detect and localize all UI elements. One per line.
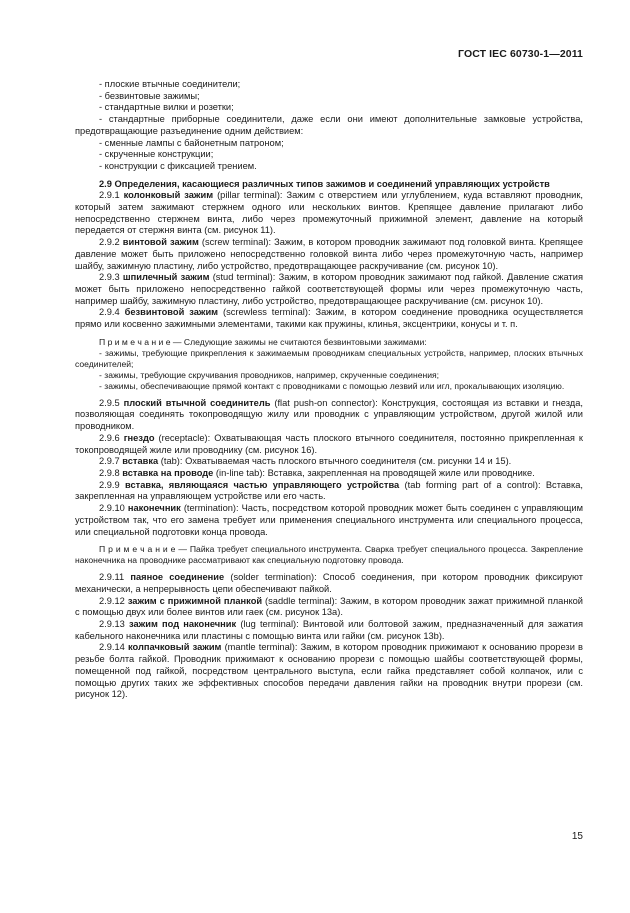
document-body xyxy=(75,79,583,701)
item-text: (screw terminal): Зажим, в котором проводник зажимают под головкой винта. Крепящее давление может быть приложено непосредственно головкой винта либо через промежуточную часть, например шайбу, зажимную пластину, либо устройство, предотвращающее раскручивание (см. рисунок 10). xyxy=(75,237,584,271)
item-text: (stud terminal): Зажим, в котором проводник зажимают под гайкой. Давление сжатия может быть приложено непосредственно гайкой соответствующей формы или через промежуточную часть, например шайбу, зажимную пластину, либо устройство, предотвращающее раскручивание (см. рисунок 10). xyxy=(75,272,583,306)
item-text: (solder termination): Способ соединения, при котором проводник фиксируют механически, а непрерывность цепи обеспечивают пайкой. xyxy=(75,572,583,594)
item-term: гнездо xyxy=(123,432,155,443)
item-text: (receptacle): Охватывающая часть плоского втычного соединителя, постоянно прикрепленная к токопроводящей жиле или проводнику (см. рисунок 16). xyxy=(75,432,583,455)
page-number: 15 xyxy=(571,831,583,842)
item-term: паяное соединение xyxy=(130,572,225,583)
definition-item xyxy=(75,456,583,468)
note-text: — Следующие зажимы не считаются безвинтовыми зажимами: xyxy=(170,336,427,347)
item-text: (saddle terminal): Зажим, в котором проводник зажат прижимной планкой с помощью двух или более винтов или гаек (см. рисунок 13а). xyxy=(75,595,583,618)
item-number: 2.9.2 xyxy=(99,237,120,248)
item-term: зажим с прижимной планкой xyxy=(127,595,263,606)
item-number: 2.9.5 xyxy=(99,397,120,408)
item-term: винтовой зажим xyxy=(122,237,199,248)
definition-item xyxy=(75,398,583,433)
definition-item xyxy=(75,433,583,456)
definition-item xyxy=(75,596,583,619)
definition-item xyxy=(75,642,583,701)
item-term: плоский втычной соединитель xyxy=(123,397,271,408)
definition-item xyxy=(75,480,583,503)
definition-item xyxy=(75,272,583,307)
list-item: - стандартные вилки и розетки; xyxy=(99,102,234,113)
note-text: — Пайка требует специального инструмента. Сварка требует специального процесса. Закрепление наконечника на проводнике рассматривают как специальную подготовку провода. xyxy=(75,544,583,566)
note-label: П р и м е ч а н и е xyxy=(99,336,171,347)
item-text: (tab forming part of a control): Вставка, закрепленная на управляющем устройстве или его часть. xyxy=(75,479,583,502)
item-term: вставка, являющаяся частью управляющего устройства xyxy=(124,479,400,490)
item-number: 2.9.14 xyxy=(99,642,125,653)
item-number: 2.9.10 xyxy=(99,503,125,514)
list-item: - стандартные приборные соединители, даже если они имеют дополнительные замковые устройства, предотвращающие разъединение одним действием: xyxy=(75,114,583,136)
item-text: (termination): Часть, посредством которой проводник может быть соединен с управляющим устройством так, что его замена требует или применения специального инструмента или специального процесса, или специальной подготовки конца провода. xyxy=(75,503,583,537)
definition-item xyxy=(75,468,583,480)
list-item: - скрученные конструкции; xyxy=(99,149,214,160)
item-text: (lug terminal): Винтовой или болтовой зажим, предназначенный для зажатия кабельного наконечника или пластины с помощью винта или гайки (см. рисунок 13b). xyxy=(75,619,583,641)
list-item: - плоские втычные соединители; xyxy=(99,79,241,89)
definition-item xyxy=(75,237,583,272)
item-number: 2.9.6 xyxy=(99,432,120,443)
item-text: (mantle terminal): Зажим, в котором проводник прижимают к основанию прорези в резьбе болта гайкой. Проводник прижимают к основанию прорези с помощью шайбы соответствующей формы, помещенной под гайкой, посредством центрального выступа, если гайка представляет собой колпачок, или с помощью других таких же эффективных способов передачи давления гайки на проводник внутри прорези (см. рисунок 12). xyxy=(75,642,583,700)
item-number: 2.9.1 xyxy=(99,190,120,201)
definition-item xyxy=(75,572,583,595)
item-term: безвинтовой зажим xyxy=(124,307,219,318)
item-term: вставка xyxy=(122,456,159,467)
item-term: наконечник xyxy=(127,503,181,514)
note-block xyxy=(75,337,583,392)
list-item: - конструкции с фиксацией трением. xyxy=(99,160,257,171)
item-text: (pillar terminal): Зажим с отверстием или углублением, куда вставляют проводник, который затем зажимают стержнем одного или нескольких винтов. Крепящее давление прилагают либо непосредственно стержнем винта, либо через промежуточный прижимной элемент, давление на который передается от стержня винта (см. рисунок 11). xyxy=(75,190,583,236)
item-term: вставка на проводе xyxy=(122,467,214,478)
item-text: (screwless terminal): Зажим, в котором соединение проводника осуществляется прямо или косвенно зажимными элементами, такими как пружины, клинья, эксцентрики, конусы и т. п. xyxy=(75,307,583,330)
item-number: 2.9.3 xyxy=(99,272,120,283)
note-label: П р и м е ч а н и е xyxy=(99,544,176,555)
item-number: 2.9.9 xyxy=(99,479,120,490)
list-item: - сменные лампы с байонетным патроном; xyxy=(99,137,284,148)
item-term: зажим под наконечник xyxy=(129,619,237,630)
note-paragraph xyxy=(75,544,583,566)
item-term: колонковый зажим xyxy=(123,190,214,201)
item-text: (tab): Охватываемая часть плоского втычного соединителя (см. рисунки 14 и 15). xyxy=(158,456,512,467)
definition-item xyxy=(75,503,583,538)
definition-item xyxy=(75,619,583,642)
item-term: колпачковый зажим xyxy=(128,642,222,653)
item-number: 2.9.11 xyxy=(99,572,125,583)
definition-item xyxy=(75,190,583,237)
note-line: - зажимы, обеспечивающие прямой контакт с проводниками с помощью лезвий или игл, прокалывающих изоляцию. xyxy=(99,380,565,391)
item-text: (flat push-on connector): Конструкция, состоящая из вставки и гнезда, позволяющая соединять токопроводящую жилу или проводник с управляющим устройством, другой жилой или проводником. xyxy=(75,397,583,432)
note-line: - зажимы, требующие скручивания проводников, например, скрученные соединения; xyxy=(99,369,440,380)
item-number: 2.9.13 xyxy=(99,619,125,630)
item-number: 2.9.7 xyxy=(99,456,120,467)
definition-item xyxy=(75,307,583,330)
item-term: шпилечный зажим xyxy=(122,272,210,283)
note-heading xyxy=(75,337,583,348)
item-number: 2.9.12 xyxy=(99,595,125,606)
list-item: - безвинтовые зажимы; xyxy=(99,90,200,101)
note-block xyxy=(75,544,583,566)
item-number: 2.9.4 xyxy=(99,307,120,318)
item-text: (in-line tab): Вставка, закрепленная на проводящей жиле или проводнике. xyxy=(213,467,535,478)
note-line: - зажимы, требующие прикрепления к зажимаемым проводникам специальных устройств, например, плоских втычных соединителей; xyxy=(75,347,583,369)
item-number: 2.9.8 xyxy=(99,467,120,478)
document-header: ГОСТ IEC 60730-1—2011 xyxy=(458,48,583,60)
section-heading: 2.9 Определения, касающиеся различных типов зажимов и соединений управляющих устройств xyxy=(99,178,550,189)
